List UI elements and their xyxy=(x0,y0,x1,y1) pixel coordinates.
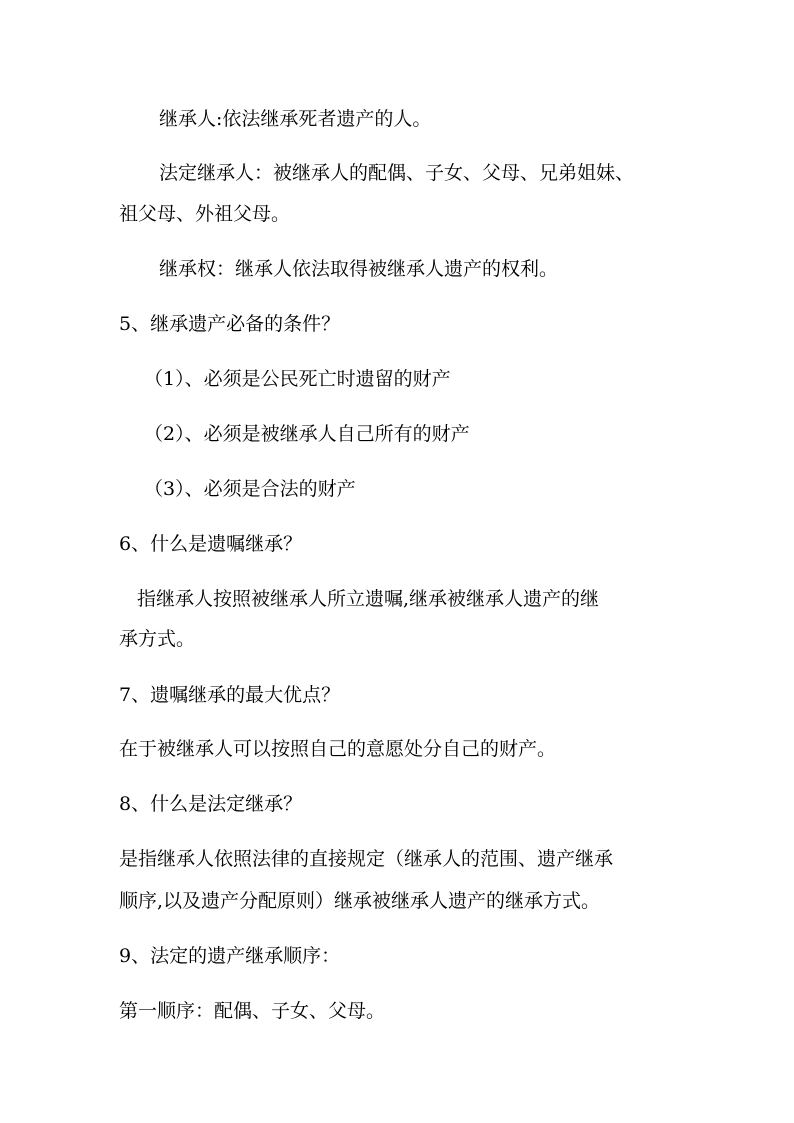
paragraph-testamentary-line1: 指继承人按照被继承人所立遗嘱,继承被继承人遗产的继 xyxy=(137,588,600,610)
paragraph-heir-definition: 继承人:依法继承死者遗产的人。 xyxy=(159,108,432,130)
heading-question-9: 9、法定的遗产继承顺序： xyxy=(119,945,341,967)
list-item-condition-2: （2）、必须是被继承人自己所有的财产 xyxy=(144,423,470,445)
paragraph-testamentary-advantage: 在于被继承人可以按照自己的意愿处分自己的财产。 xyxy=(119,738,557,760)
heading-question-7: 7、遗嘱继承的最大优点？ xyxy=(119,684,341,706)
paragraph-testamentary-line2: 承方式。 xyxy=(119,628,196,650)
heading-question-8: 8、什么是法定继承？ xyxy=(119,793,303,815)
paragraph-legal-inheritance-line2: 顺序,以及遗产分配原则）继承被继承人遗产的继承方式。 xyxy=(119,890,601,912)
list-item-condition-1: （1）、必须是公民死亡时遗留的财产 xyxy=(144,368,451,390)
list-item-condition-3: （3）、必须是合法的财产 xyxy=(144,478,356,500)
heading-question-5: 5、继承遗产必备的条件？ xyxy=(119,313,341,335)
paragraph-first-order: 第一顺序：配偶、子女、父母。 xyxy=(119,1000,386,1022)
paragraph-legal-heir-line2: 祖父母、外祖父母。 xyxy=(119,203,291,225)
paragraph-legal-heir-line1: 法定继承人：被继承人的配偶、子女、父母、兄弟姐妹、 xyxy=(159,162,635,184)
paragraph-inheritance-right: 继承权：继承人依法取得被继承人遗产的权利。 xyxy=(159,258,559,280)
paragraph-legal-inheritance-line1: 是指继承人依照法律的直接规定（继承人的范围、遗产继承 xyxy=(119,848,614,870)
heading-question-6: 6、什么是遗嘱继承？ xyxy=(119,533,303,555)
